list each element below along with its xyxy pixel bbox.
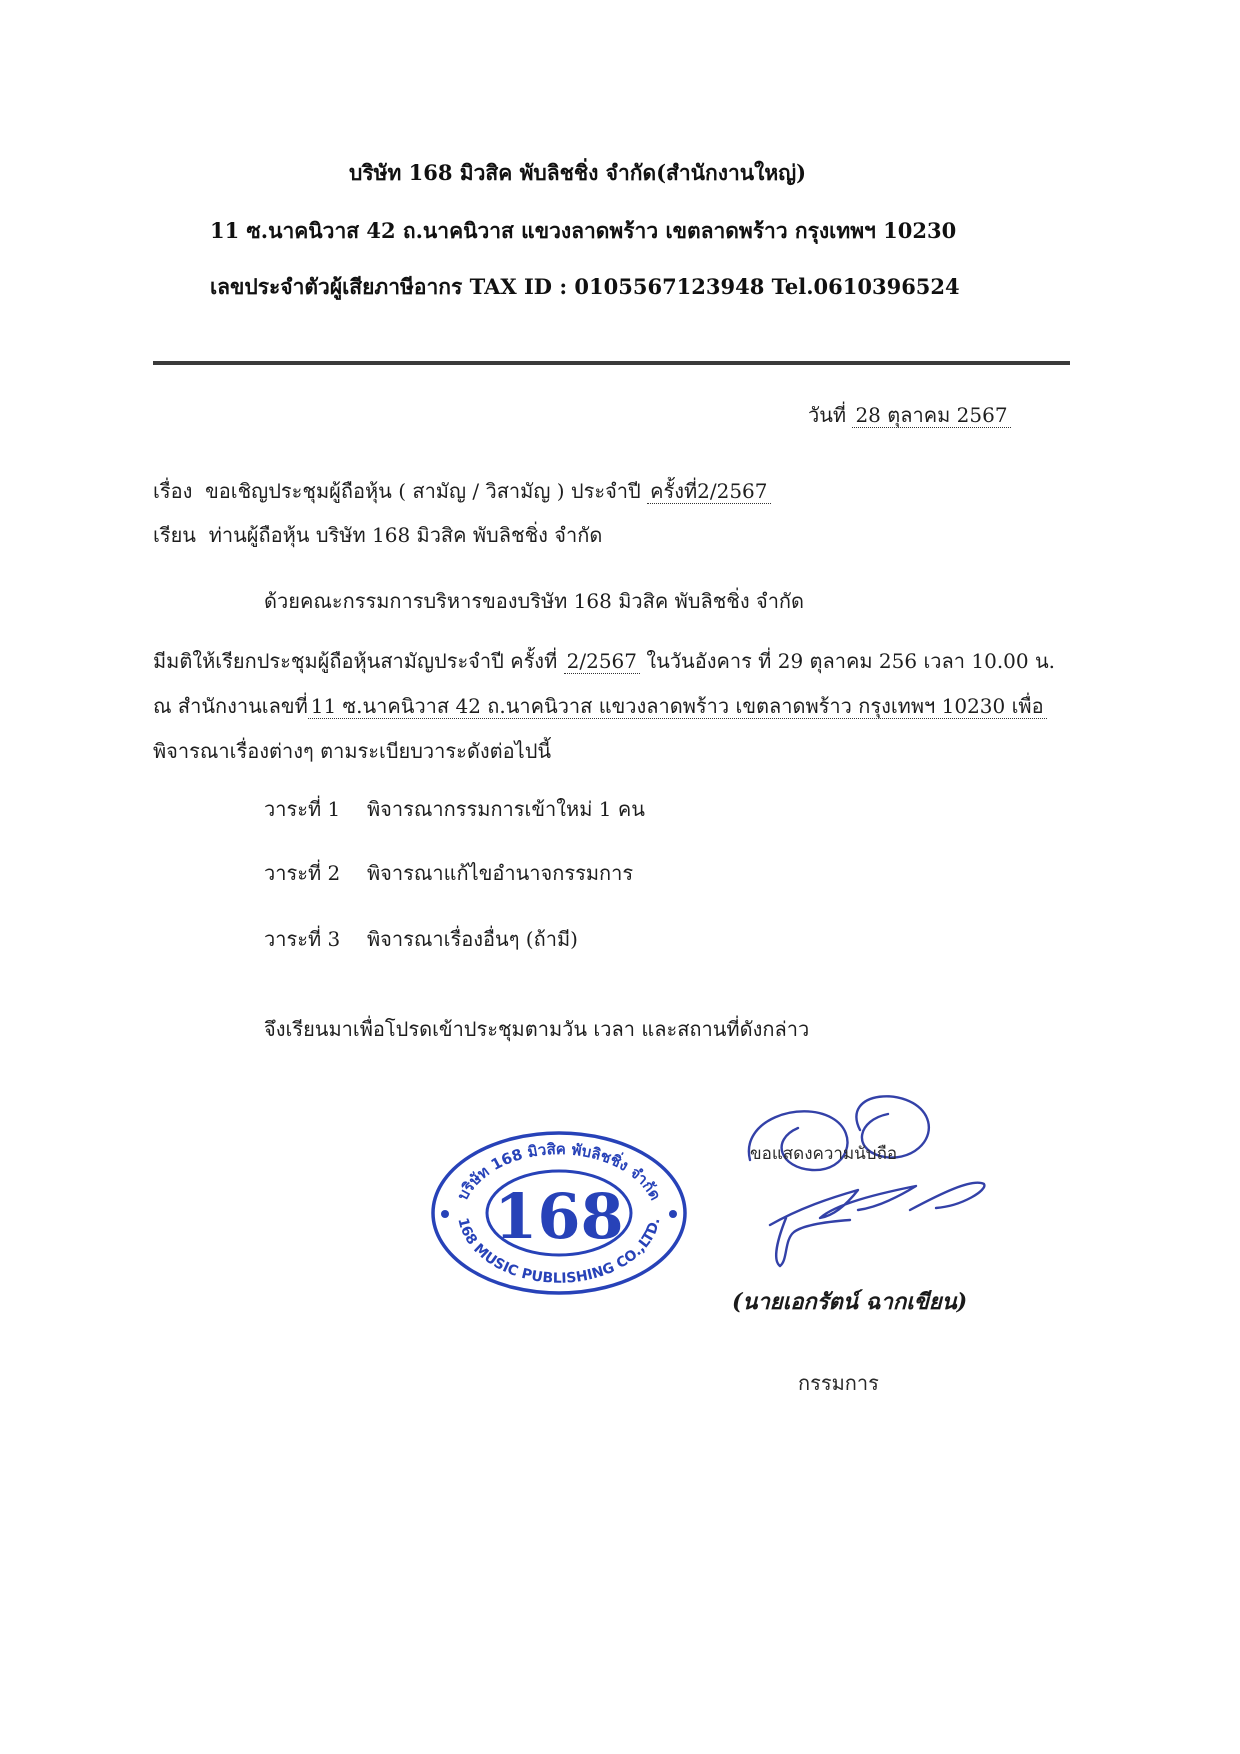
signature-caption: ขอแสดงความนับถือ <box>750 1144 898 1164</box>
recipient-label: เรียน <box>153 523 196 547</box>
agenda-text: พิจารณาเรื่องอื่นๆ (ถ้ามี) <box>367 927 578 951</box>
subject-session: ครั้งที่2/2567 <box>647 479 770 504</box>
body-line-1-end: ในวันอังคาร ที่ 29 ตุลาคม 256 เวลา 10.00 น. <box>646 649 1056 673</box>
stamp-top-text: บริษัท 168 มิวสิค พับลิชชิ่ง จำกัด <box>453 1139 665 1204</box>
agenda-number: วาระที่ 3 <box>264 927 341 951</box>
handwritten-signature <box>740 1090 990 1280</box>
date-line <box>808 399 1011 431</box>
signature-stroke-right <box>910 1183 984 1210</box>
stamp-number: 168 <box>494 1180 624 1253</box>
subject-label: เรื่อง <box>153 479 193 503</box>
signer-name: (นายเอกรัตน์ ฉากเขียน) <box>732 1289 968 1315</box>
agenda-text: พิจารณาแก้ไขอำนาจกรรมการ <box>367 861 634 885</box>
company-tax-id: เลขประจำตัวผู้เสียภาษีอากร TAX ID : 0105567123948 Tel.0610396524 <box>210 274 960 299</box>
meeting-address: 11 ซ.นาคนิวาส 42 ถ.นาคนิวาส แขวงลาดพร้าว เขตลาดพร้าว กรุงเทพฯ 10230 เพื่อ <box>308 694 1047 719</box>
closing-sentence: จึงเรียนมาเพื่อโปรดเข้าประชุมตามวัน เวลา และสถานที่ดังกล่าว <box>264 1017 810 1041</box>
signer-title: กรรมการ <box>798 1371 879 1395</box>
meeting-session: 2/2567 <box>564 649 640 674</box>
signature-stroke-tail <box>776 1218 850 1266</box>
stamp-dot-left <box>441 1210 449 1218</box>
body-line-2 <box>153 690 1047 722</box>
letterhead-divider <box>153 361 1070 365</box>
date-label: วันที่ <box>808 403 847 427</box>
body-line-2-start: ณ สำนักงานเลขที่ <box>153 694 308 718</box>
agenda-text: พิจารณากรรมการเข้าใหม่ 1 คน <box>367 797 645 821</box>
body-line-3: พิจารณาเรื่องต่างๆ ตามระเบียบวาระดังต่อไปนี้ <box>153 739 552 763</box>
recipient-line <box>153 519 602 551</box>
body-line-1-start: มีมติให้เรียกประชุมผู้ถือหุ้นสามัญประจำปี ครั้งที่ <box>153 649 558 673</box>
company-name: บริษัท 168 มิวสิค พับลิชชิ่ง จำกัด(สำนักงานใหญ่) <box>349 160 807 185</box>
signature-stroke-middle <box>770 1186 916 1225</box>
body-intro: ด้วยคณะกรรมการบริหารของบริษัท 168 มิวสิค พับลิชชิ่ง จำกัด <box>264 589 805 613</box>
date-value: 28 ตุลาคม 2567 <box>852 403 1010 428</box>
company-address: 11 ซ.นาคนิวาส 42 ถ.นาคนิวาส แขวงลาดพร้าว เขตลาดพร้าว กรุงเทพฯ 10230 <box>210 218 957 243</box>
subject-text: ขอเชิญประชุมผู้ถือหุ้น ( สามัญ / วิสามัญ ) ประจำปี <box>205 479 641 503</box>
agenda-number: วาระที่ 2 <box>264 861 341 885</box>
stamp-bottom-text: 168 MUSIC PUBLISHING CO.,LTD. <box>454 1216 664 1287</box>
company-stamp <box>428 1128 690 1298</box>
body-line-1 <box>153 645 1055 677</box>
agenda-number: วาระที่ 1 <box>264 797 341 821</box>
recipient-text: ท่านผู้ถือหุ้น บริษัท 168 มิวสิค พับลิชชิ่ง จำกัด <box>208 523 603 547</box>
stamp-dot-right <box>669 1210 677 1218</box>
subject-line <box>153 475 771 507</box>
